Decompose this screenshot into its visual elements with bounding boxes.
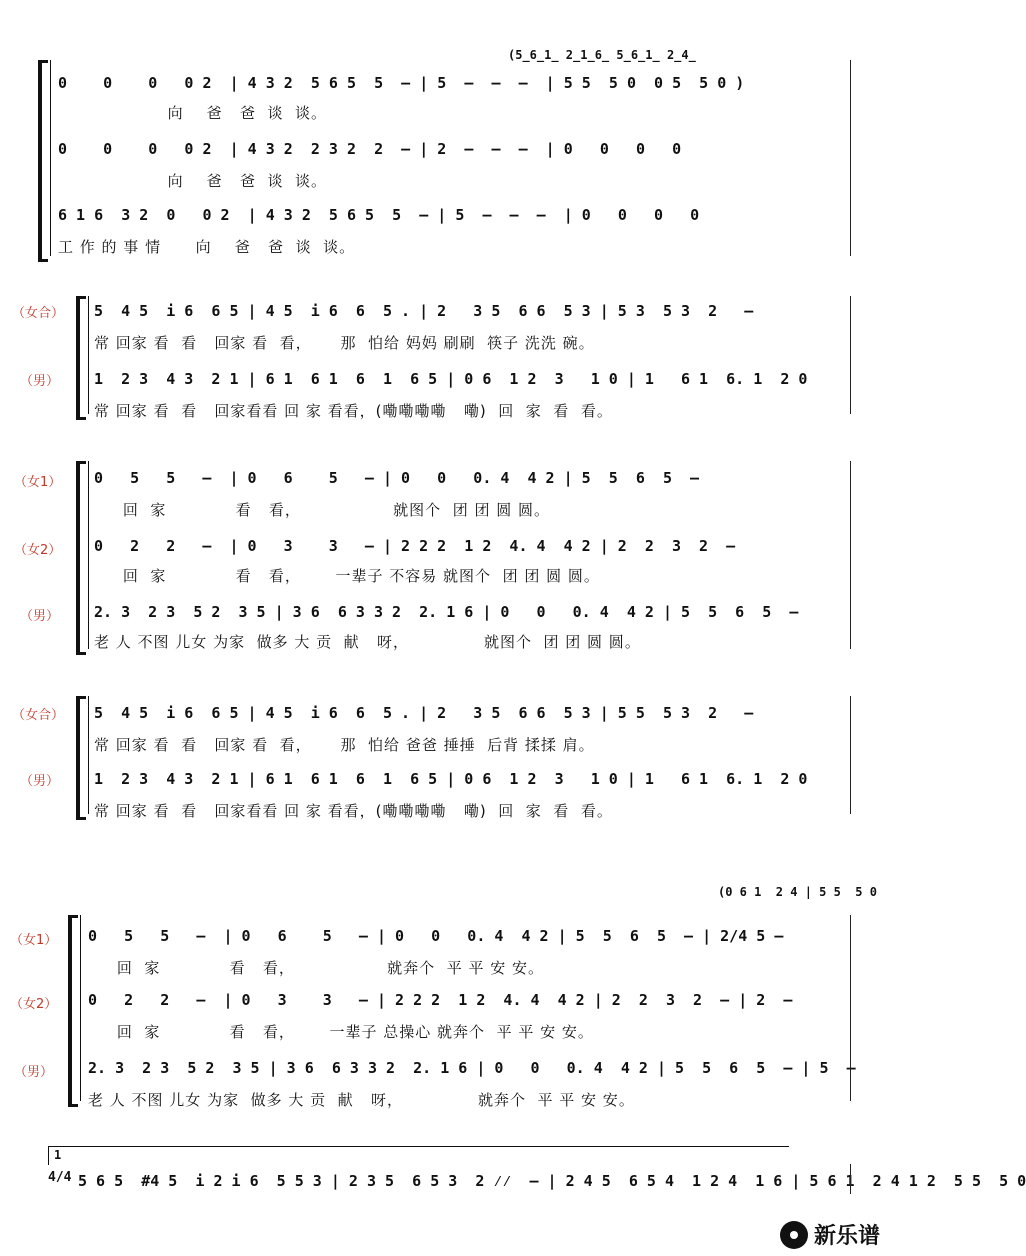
part-lyrics: 回 家 看 看， 就奔个 平 平 安 安。 xyxy=(88,959,545,977)
part-notes: 2. 3 2 3 5 2 3 5 | 3 6 6 3 3 2 2. 1 6 | 0 0 0. 4 4 2 | 5 5 6 5 – xyxy=(94,603,799,621)
barline xyxy=(850,915,851,1101)
site-logo xyxy=(780,1219,880,1250)
part-lyrics: 常 回家 看 看 回家 看 看， 那 怕给 爸爸 捶捶 后背 揉揉 肩。 xyxy=(94,736,595,754)
part-lyrics: 常 回家 看 看 回家看看 回 家 看看，(嘞嘞嘞嘞 嘞) 回 家 看 看。 xyxy=(94,802,613,820)
part-label: （女合） xyxy=(12,708,65,723)
part-lyrics: 老 人 不图 儿女 为家 做多 大 贡 献 呀， 就图个 团 团 圆 圆。 xyxy=(94,633,641,651)
bracket-line xyxy=(50,60,51,256)
bracket-line xyxy=(88,296,89,414)
bracket xyxy=(68,915,78,1107)
ending-number: 1 xyxy=(54,1148,62,1162)
record-icon xyxy=(780,1221,808,1249)
part-notes: 5 4 5 i 6 6 5 | 4 5 i 6 6 5 . | 2 3 5 6 6 5 3 | 5 5 5 3 2 – xyxy=(94,704,754,722)
part-notes: 1 2 3 4 3 2 1 | 6 1 6 1 6 1 6 5 | 0 6 1 2 3 1 0 | 1 6 1 6. 1 2 0 xyxy=(94,370,808,388)
barline xyxy=(850,60,851,256)
part-lyrics: 老 人 不图 儿女 为家 做多 大 贡 献 呀， 就奔个 平 平 安 安。 xyxy=(88,1091,635,1109)
coda-notes: 5 6 5 #4 5 i 2 i 6 5 5 3 | 2 3 5 6 5 3 2 ⁄⁄ – | 2 4 5 6 5 4 1 2 4 1 6 | 5 6 1 2 4 1 2 5 5 5 0 xyxy=(78,1172,1026,1190)
part-notes: 0 2 2 – | 0 3 3 – | 2 2 2 1 2 4. 4 4 2 | 2 2 3 2 – | 2 – xyxy=(88,991,793,1009)
barline xyxy=(850,696,851,814)
bracket-line xyxy=(80,915,81,1101)
part-lyrics: 向 爸 爸 谈 谈。 xyxy=(58,172,328,190)
system-3 xyxy=(0,455,888,665)
barline xyxy=(850,296,851,414)
part-label: （男） xyxy=(20,609,60,624)
bracket xyxy=(76,296,86,420)
part-label: （女2） xyxy=(14,543,62,558)
part-label: （男） xyxy=(14,1065,54,1080)
barline xyxy=(850,461,851,649)
system-5 xyxy=(0,875,888,1115)
bracket-line xyxy=(88,696,89,814)
time-signature: 4/4 xyxy=(48,1170,72,1185)
part-notes: 1 2 3 4 3 2 1 | 6 1 6 1 6 1 6 5 | 0 6 1 2 3 1 0 | 1 6 1 6. 1 2 0 xyxy=(94,770,808,788)
part-lyrics: 常 回家 看 看 回家 看 看， 那 怕给 妈妈 刷刷 筷子 洗洗 碗。 xyxy=(94,334,595,352)
overhead-notes: (5̲6̲1̲ 2̲1̲6̲ 5̲6̲1̲ 2̲4̲ xyxy=(508,48,696,62)
coda-line xyxy=(0,1140,1026,1210)
bracket xyxy=(76,696,86,820)
part-notes: 2. 3 2 3 5 2 3 5 | 3 6 6 3 3 2 2. 1 6 | 0 0 0. 4 4 2 | 5 5 6 5 – | 5 – xyxy=(88,1059,856,1077)
part-label: （女2） xyxy=(10,997,58,1012)
part-notes: 0 2 2 – | 0 3 3 – | 2 2 2 1 2 4. 4 4 2 | 2 2 3 2 – xyxy=(94,537,736,555)
barline xyxy=(850,1164,851,1194)
part-label: （女合） xyxy=(12,306,65,321)
part-label: （男） xyxy=(20,774,60,789)
part-lyrics: 常 回家 看 看 回家看看 回 家 看看，(嘞嘞嘞嘞 嘞) 回 家 看 看。 xyxy=(94,402,613,420)
system-4 xyxy=(0,690,888,830)
part-lyrics: 工 作 的 事 情 向 爸 爸 谈 谈。 xyxy=(58,238,356,256)
system-2 xyxy=(0,290,888,430)
part-notes: 0 5 5 – | 0 6 5 – | 0 0 0. 4 4 2 | 5 5 6 5 – | 2/4 5 – xyxy=(88,927,784,945)
overhead-notes: (0 6 1 2 4 | 5 5 5 0 xyxy=(718,885,877,899)
bracket-line xyxy=(88,461,89,649)
part-notes: 6 1 6 3 2 0 0 2 | 4 3 2 5 6 5 5 – | 5 – – – | 0 0 0 0 xyxy=(58,206,700,224)
part-lyrics: 回 家 看 看， 一辈子 不容易 就图个 团 团 圆 圆。 xyxy=(94,567,600,585)
part-lyrics: 回 家 看 看， 就图个 团 团 圆 圆。 xyxy=(94,501,551,519)
part-notes: 0 5 5 – | 0 6 5 – | 0 0 0. 4 4 2 | 5 5 6 5 – xyxy=(94,469,700,487)
logo-text: 新乐谱 xyxy=(813,1224,880,1249)
system-1 xyxy=(0,40,888,260)
bracket xyxy=(76,461,86,655)
part-lyrics: 向 爸 爸 谈 谈。 xyxy=(58,104,328,122)
part-label: （女1） xyxy=(14,475,62,490)
ending-bracket xyxy=(48,1146,789,1165)
part-notes: 0 0 0 0 2 | 4 3 2 5 6 5 5 – | 5 – – – | 5 5 5 0 0 5 5 0 ) xyxy=(58,74,745,92)
part-label: （女1） xyxy=(10,933,58,948)
part-notes: 0 0 0 0 2 | 4 3 2 2 3 2 2 – | 2 – – – | 0 0 0 0 xyxy=(58,140,682,158)
part-lyrics: 回 家 看 看， 一辈子 总操心 就奔个 平 平 安 安。 xyxy=(88,1023,594,1041)
part-label: （男） xyxy=(20,374,60,389)
part-notes: 5 4 5 i 6 6 5 | 4 5 i 6 6 5 . | 2 3 5 6 6 5 3 | 5 3 5 3 2 – xyxy=(94,302,754,320)
bracket xyxy=(38,60,48,262)
